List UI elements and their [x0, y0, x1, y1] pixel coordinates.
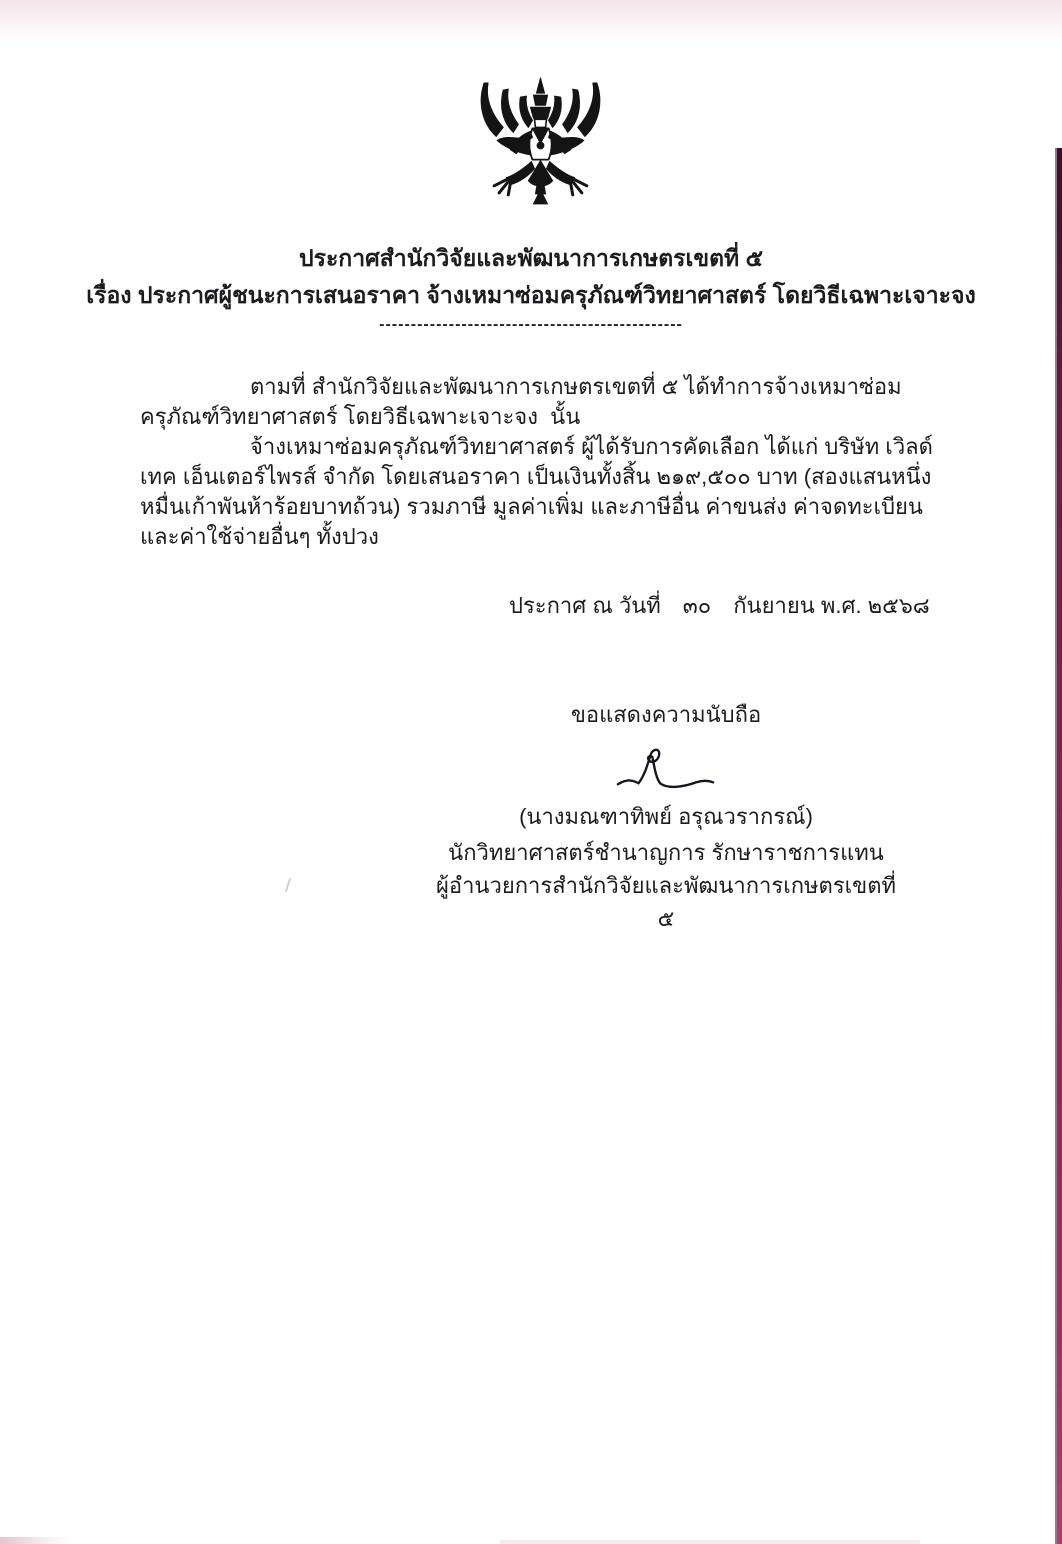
closing-phrase: ขอแสดงความนับถือ: [570, 702, 762, 727]
body-paragraph-2: จ้างเหมาซ่อมครุภัณฑ์วิทยาศาสตร์ ผู้ได้รับการคัดเลือก ได้แก่ บริษัท เวิลด์เทค เอ็นเตอร์ไพรส์ จำกัด โดยเสนอราคา เป็นเงินทั้งสิ้น ๒๑๙,๕๐๐ บาท (สองแสนหนึ่งหมื่นเก้าพันห้าร้อยบาทถ้วน) รวมภาษี มูลค่าเพิ่ม และภาษีอื่น ค่าขนส่ง ค่าจดทะเบียน และค่าใช้จ่ายอื่นๆ ทั้งปวง: [140, 434, 933, 549]
announcement-title: ประกาศสำนักวิจัยและพัฒนาการเกษตรเขตที่ ๕: [299, 245, 763, 271]
signer-name: (นางมณฑาทิพย์ อรุณวรากรณ์): [519, 804, 813, 829]
date-month-year: กันยายน พ.ศ. ๒๕๖๘: [733, 593, 930, 618]
scan-slash-artifact: [285, 878, 291, 892]
announcement-header: [0, 240, 1062, 334]
date-prefix: ประกาศ ณ วันที่: [509, 593, 661, 618]
date-day: ๓๐: [682, 593, 712, 618]
announcement-date-line: [509, 591, 930, 621]
handwritten-signature: [611, 744, 721, 798]
signature-block: [430, 700, 902, 935]
signer-position-2: ผู้อำนวยการสำนักวิจัยและพัฒนาการเกษตรเขตที่ ๕: [435, 873, 897, 931]
garuda-emblem-icon: [468, 77, 613, 213]
announcement-subject: เรื่อง ประกาศผู้ชนะการเสนอราคา จ้างเหมาซ่อมครุภัณฑ์วิทยาศาสตร์ โดยวิธีเฉพาะเจาะจง: [86, 282, 976, 308]
announcement-body: [140, 372, 942, 552]
scan-bottom-smudge-left: [0, 1537, 72, 1544]
body-paragraph-1: ตามที่ สำนักวิจัยและพัฒนาการเกษตรเขตที่ ๕ ได้ทำการจ้างเหมาซ่อมครุภัณฑ์วิทยาศาสตร์ โดยวิธีเฉพาะเจาะจง นั้น: [140, 374, 902, 429]
signer-position-1: นักวิทยาศาสตร์ชำนาญการ รักษาราชการแทน: [448, 840, 884, 865]
dashed-divider: ------------------------------------------------: [379, 316, 683, 333]
scan-edge-strip: [1057, 148, 1062, 1544]
scan-bottom-smudge-mid: [500, 1540, 920, 1544]
scan-top-tint: [0, 0, 1062, 42]
